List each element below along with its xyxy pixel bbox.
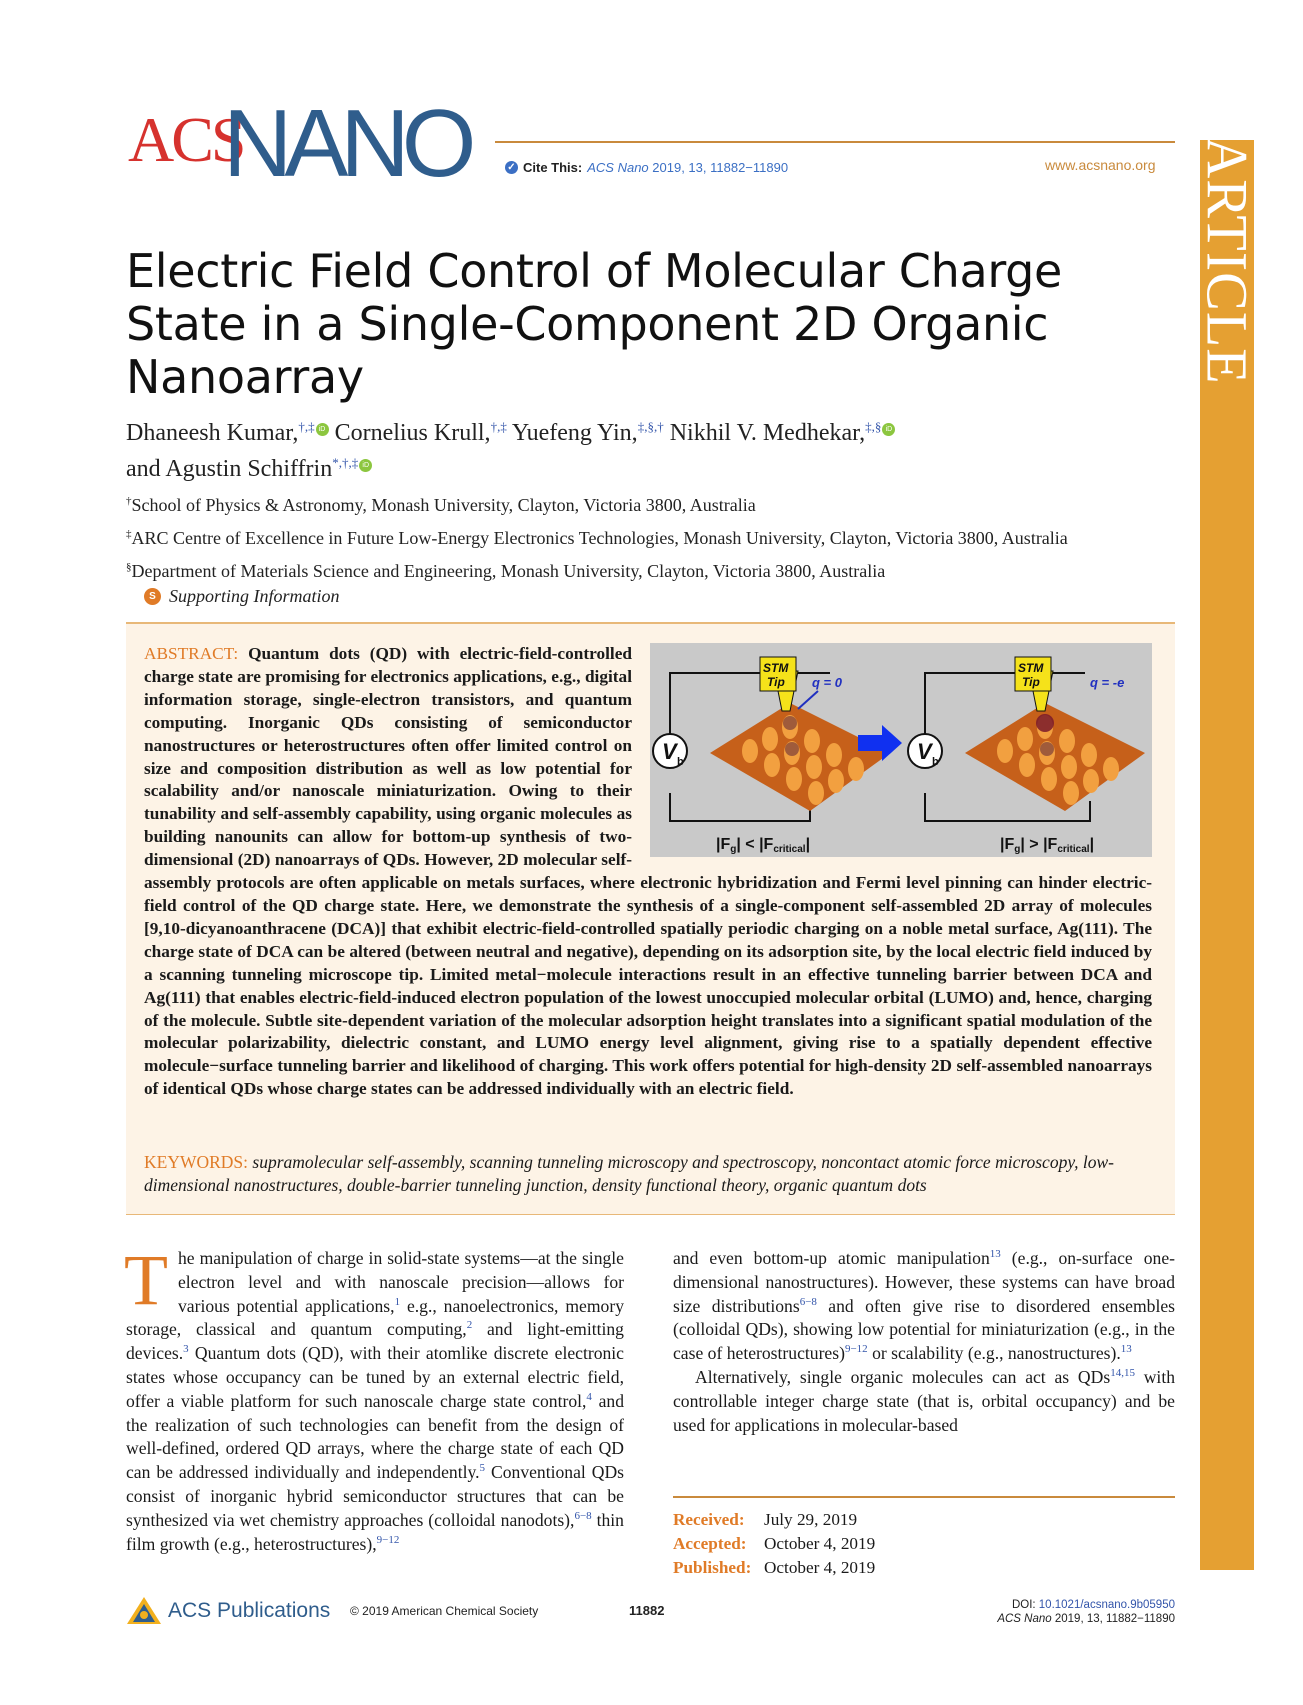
voltage-label-left: V bbox=[662, 739, 677, 764]
logo-nano: NANO bbox=[223, 90, 469, 197]
charge-label-right: q = -e bbox=[1090, 675, 1125, 690]
header-rule bbox=[495, 141, 1175, 143]
paragraph: Alternatively, single organic molecules can act as QDs$^{14,15}$ with controllable integer charge state (that is, orbital occupancy) and be used for applications in molecular-based bbox=[673, 1366, 1175, 1435]
footer-journal: ACS Nano bbox=[997, 1613, 1052, 1625]
acs-emblem-icon bbox=[126, 1596, 162, 1626]
affiliation: §Department of Materials Science and Engineering, Monash University, Clayton, Victoria 3800, Australia bbox=[126, 561, 886, 581]
body-column-left: T he manipulation of charge in solid-state systems—at the single electron level and with nanoscale precision—allows for various potential applications,$^1$ e.g., nanoelectronics, memory storage, classical and quantum computing,$^2$ and light-emitting devices.$^3$ Quantum dots (QD), with their atomlike discrete electronic states whose occupancy can be tuned by an external electric field, offer a viable platform for such nanoscale charge state control,$^4$ and the realization of such technologies can benefit from the design of well-defined, ordered QD arrays, where the charge state of each QD can be addressed individually and independently.$^5$ Conventional QDs consist of inorganic hybrid semiconductor structures that can be synthesized via wet chemistry approaches (colloidal nanodots),$^{6-8}$ thin film growth (e.g., heterostructures),$^{9-12}$ bbox=[124, 1240, 624, 1554]
paragraph: and even bottom-up atomic manipulation$^{13}$ (e.g., on-surface one-dimensional nanostructures). However, these systems can have broad size distributions$^{6-8}$ and often give rise to disordered ensembles (colloidal QDs), showing low potential for miniaturization (e.g., in the case of heterostructures)$^{9-12}$ or scalability (e.g., nanostructures).$^{13}$ bbox=[673, 1248, 1175, 1364]
author-affil-mark: ‡,§,† bbox=[637, 419, 664, 434]
author-name: Nikhil V. Medhekar, bbox=[669, 420, 866, 446]
doi-block bbox=[900, 1598, 1175, 1626]
citation-link[interactable]: 3 bbox=[183, 1343, 189, 1356]
field-condition-left: |Fg| < |Fcritical| bbox=[716, 836, 811, 855]
check-icon: ✓ bbox=[505, 161, 518, 174]
affiliation: ‡ARC Centre of Excellence in Future Low-Energy Electronics Technologies, Monash University, Clayton, Victoria 3800, Australia bbox=[126, 528, 1068, 548]
citation-link[interactable]: 4 bbox=[586, 1390, 592, 1403]
cite-journal: ACS Nano bbox=[587, 160, 649, 175]
article-tab bbox=[1194, 135, 1260, 1570]
date-row: Accepted: October 4, 2019 bbox=[673, 1533, 876, 1553]
logo-acs: ACS bbox=[128, 104, 244, 175]
article-title: Electric Field Control of Molecular Charge State in a Single-Component 2D Organic Nanoarray bbox=[126, 244, 1063, 404]
citation-link[interactable]: 14,15 bbox=[1110, 1366, 1135, 1379]
cite-reference[interactable] bbox=[587, 160, 788, 175]
abstract-label: ABSTRACT: bbox=[144, 644, 239, 663]
author-list bbox=[126, 412, 1176, 484]
keywords bbox=[144, 1151, 1154, 1197]
publication-dates bbox=[673, 1496, 1175, 1579]
cite-label: Cite This: bbox=[523, 160, 583, 175]
author-name: Yuefeng Yin, bbox=[511, 420, 638, 446]
abstract-text: Quantum dots (QD) with electric-field-controlled charge state are promising for electronics applications, e.g., digital information storage, single-electron transistors, and quantum computing. Inorganic QDs consisting of semiconductor nanostructures or heterostructures often offer limited control on size and composition distribution as well as low potential for scalability and/or nanoscale miniaturization. Owing to their tunability and self-assembly capability, using organic molecules as building nanounits can allow for bottom-up synthesis of two-dimensional (2D) nanoarrays of QDs. However, 2D molecular self-assembly protocols are often applicable on metals surfaces, where electronic hybridization and Fermi level pinning can hinder electric-field control of the QD charge state. Here, we demonstrate the synthesis of a single-component self-assembled 2D array of molecules [9,10-dicyanoanthracene (DCA)] that exhibit electric-field-controlled spatially periodic charging on a noble metal surface, Ag(111). The charge state of DCA can be altered (between neutral and negative), depending on its adsorption site, by the local electric field induced by a scanning tunneling microscope tip. Limited metal−molecule interactions result in an effective tunneling barrier between DCA and Ag(111) that enables electric-field-induced electron population of the lowest unoccupied molecular orbital (LUMO) and, hence, charging of the molecule. Subtle site-dependent variation of the molecular adsorption height translates into a significant spatial modulation of the molecular polarizability, dielectric constant, and LUMO energy level alignment, giving rise to a spatially dependent effective molecule−surface tunneling barrier and likelihood of charging. This work offers potential for high-density 2D self-assembled nanoarrays of identical QDs whose charge states can be addressed individually with an electric field. bbox=[144, 644, 1152, 1099]
author-name: Dhaneesh Kumar, bbox=[126, 420, 299, 446]
voltage-label-right: V bbox=[917, 739, 932, 764]
supporting-info-label: Supporting Information bbox=[169, 586, 340, 606]
orcid-icon[interactable]: iD bbox=[359, 459, 372, 472]
citation-link[interactable]: 1 bbox=[394, 1295, 401, 1308]
citation-link[interactable]: 9−12 bbox=[376, 1533, 400, 1546]
journal-url[interactable]: www.acsnano.org bbox=[1045, 157, 1156, 173]
author-name: Cornelius Krull, bbox=[334, 420, 491, 446]
voltage-sub-right: b bbox=[932, 756, 939, 768]
field-condition-right: |Fg| > |Fcritical| bbox=[1000, 836, 1095, 855]
citation-link[interactable]: 5 bbox=[479, 1462, 486, 1475]
orcid-icon[interactable]: iD bbox=[882, 423, 895, 436]
supporting-info-icon: S bbox=[144, 588, 161, 605]
voltage-sub-left: b bbox=[677, 756, 684, 768]
author-affil-mark: *,†,‡ bbox=[332, 455, 359, 470]
keywords-text: supramolecular self-assembly, scanning tunneling microscopy and spectroscopy, noncontact atomic force microscopy, low-dimensional nanostructures, double-barrier tunneling junction, density functional theory, organic quantum dots bbox=[144, 1152, 1114, 1195]
citation-link[interactable]: 13 bbox=[989, 1248, 1001, 1260]
citation-link[interactable]: 6−8 bbox=[799, 1295, 817, 1308]
cite-this[interactable] bbox=[505, 160, 788, 175]
author-name: and Agustin Schiffrin bbox=[126, 456, 333, 482]
author-affil-mark: ‡,§ bbox=[865, 419, 882, 434]
tip-label-right: STM bbox=[1018, 661, 1044, 675]
tip-label-left-2: Tip bbox=[767, 675, 785, 689]
author-affil-mark: †,‡ bbox=[298, 419, 315, 434]
affiliations bbox=[126, 487, 1186, 586]
page-number: 11882 bbox=[629, 1603, 665, 1618]
charge-label-left: q = 0 bbox=[812, 675, 842, 690]
toc-graphic bbox=[650, 643, 1152, 857]
body-column-right bbox=[673, 1247, 1175, 1437]
drop-cap: T bbox=[124, 1240, 168, 1320]
citation-link[interactable]: 6−8 bbox=[574, 1509, 592, 1522]
supporting-information-link[interactable] bbox=[144, 586, 340, 607]
affiliation: †School of Physics & Astronomy, Monash University, Clayton, Victoria 3800, Australia bbox=[126, 495, 756, 515]
author-affil-mark: †,‡ bbox=[490, 419, 507, 434]
orcid-icon[interactable]: iD bbox=[316, 423, 329, 436]
doi-label: DOI: bbox=[1011, 1599, 1039, 1611]
article-tab-label: ARTICLE bbox=[1194, 135, 1260, 385]
abstract-box bbox=[126, 622, 1175, 1215]
copyright: © 2019 American Chemical Society bbox=[350, 1604, 539, 1618]
abstract bbox=[144, 643, 1152, 1101]
citation-link[interactable]: 13 bbox=[1120, 1343, 1132, 1356]
date-row: Published: October 4, 2019 bbox=[673, 1557, 876, 1577]
keywords-label: KEYWORDS: bbox=[144, 1152, 249, 1172]
citation-link[interactable]: 9−12 bbox=[844, 1343, 868, 1356]
doi-link[interactable]: 10.1021/acsnano.9b05950 bbox=[1038, 1599, 1175, 1611]
footer-journal-details: 2019, 13, 11882−11890 bbox=[1051, 1613, 1175, 1625]
cite-details: 2019, 13, 11882−11890 bbox=[652, 160, 789, 175]
citation-link[interactable]: 2 bbox=[466, 1319, 473, 1332]
publisher-name: ACS Publications bbox=[168, 1599, 331, 1622]
date-row: Received: July 29, 2019 bbox=[673, 1510, 858, 1529]
tip-label-right-2: Tip bbox=[1022, 675, 1040, 689]
acs-publications-logo[interactable] bbox=[126, 1596, 330, 1626]
tip-label-left: STM bbox=[763, 661, 789, 675]
